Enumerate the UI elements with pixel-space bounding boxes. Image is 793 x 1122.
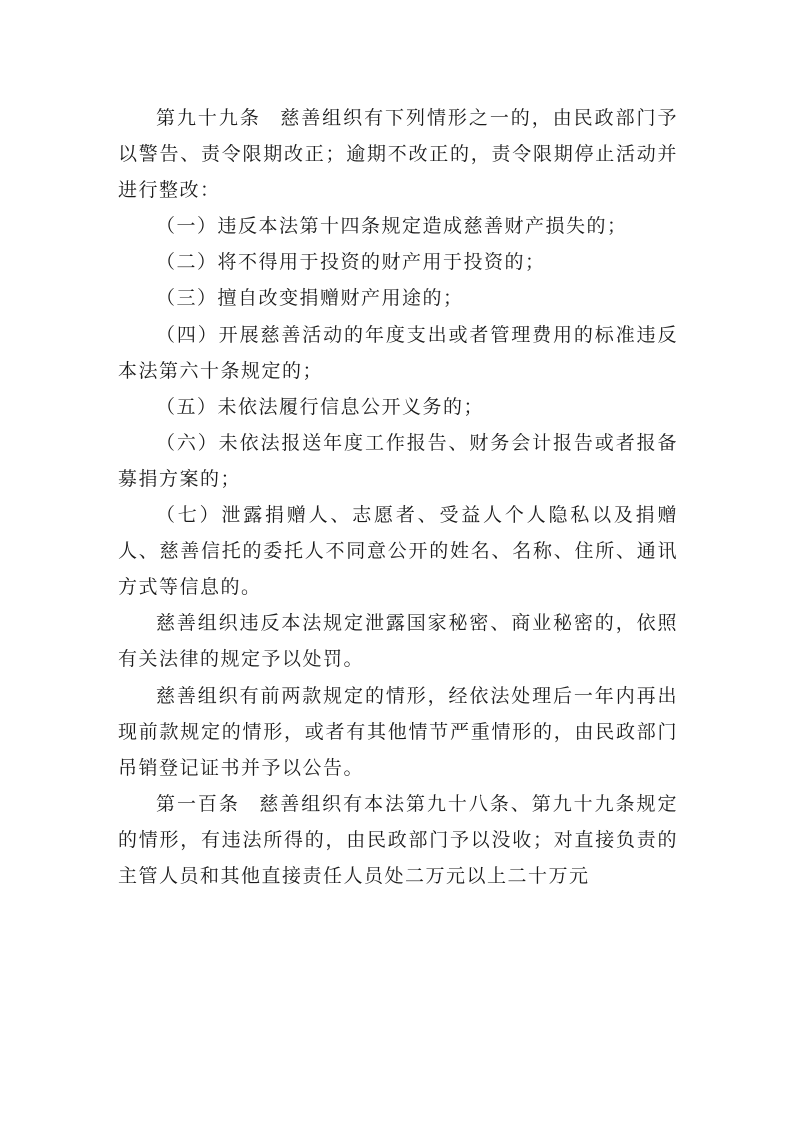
paragraph-text: （一）违反本法第十四条规定造成慈善财产损失的； [156,215,628,238]
paragraph-item-3 [118,280,678,316]
paragraph-article-100 [118,786,678,894]
paragraph-item-6 [118,425,678,497]
paragraph-text: 慈善组织有本法第九十八条、第九十九条规定的情形，有违法所得的，由民政部门予以没收；对直接负责的主管人员和其他直接责任人员处二万元以上二十万元 [118,792,678,887]
paragraph-text: （六）未依法报送年度工作报告、财务会计报告或者报备募捐方案的； [118,431,678,490]
paragraph-item-2 [118,244,678,280]
paragraph-text: 慈善组织违反本法规定泄露国家秘密、商业秘密的，依照有关法律的规定予以处罚。 [118,612,678,671]
paragraph-item-1 [118,208,678,244]
paragraph-item-4 [118,317,678,389]
article-number: 第一百条 [156,792,240,815]
article-number: 第九十九条 [156,107,261,129]
paragraph-text: （三）擅自改变捐赠财产用途的； [156,287,464,310]
document-body [118,100,678,894]
paragraph-item-7 [118,497,678,605]
paragraph-text: 慈善组织有前两款规定的情形，经依法处理后一年内再出现前款规定的情形，或者有其他情节严重情形的，由民政部门吊销登记证书并予以公告。 [118,684,678,779]
paragraph-text: （五）未依法履行信息公开义务的； [156,395,485,418]
paragraph-text: 慈善组织有下列情形之一的，由民政部门予以警告、责令限期改正；逾期不改正的，责令限期停止活动并进行整改： [118,107,678,202]
paragraph-repeat-offense [118,678,678,786]
paragraph-text: （四）开展慈善活动的年度支出或者管理费用的标准违反本法第六十条规定的； [118,323,678,382]
paragraph-article-99 [118,100,678,208]
paragraph-text: （二）将不得用于投资的财产用于投资的； [156,251,546,274]
paragraph-text: （七）泄露捐赠人、志愿者、受益人个人隐私以及捐赠人、慈善信托的委托人不同意公开的姓名、名称、住所、通讯方式等信息的。 [118,504,678,599]
paragraph-item-5 [118,389,678,425]
paragraph-secrets [118,605,678,677]
